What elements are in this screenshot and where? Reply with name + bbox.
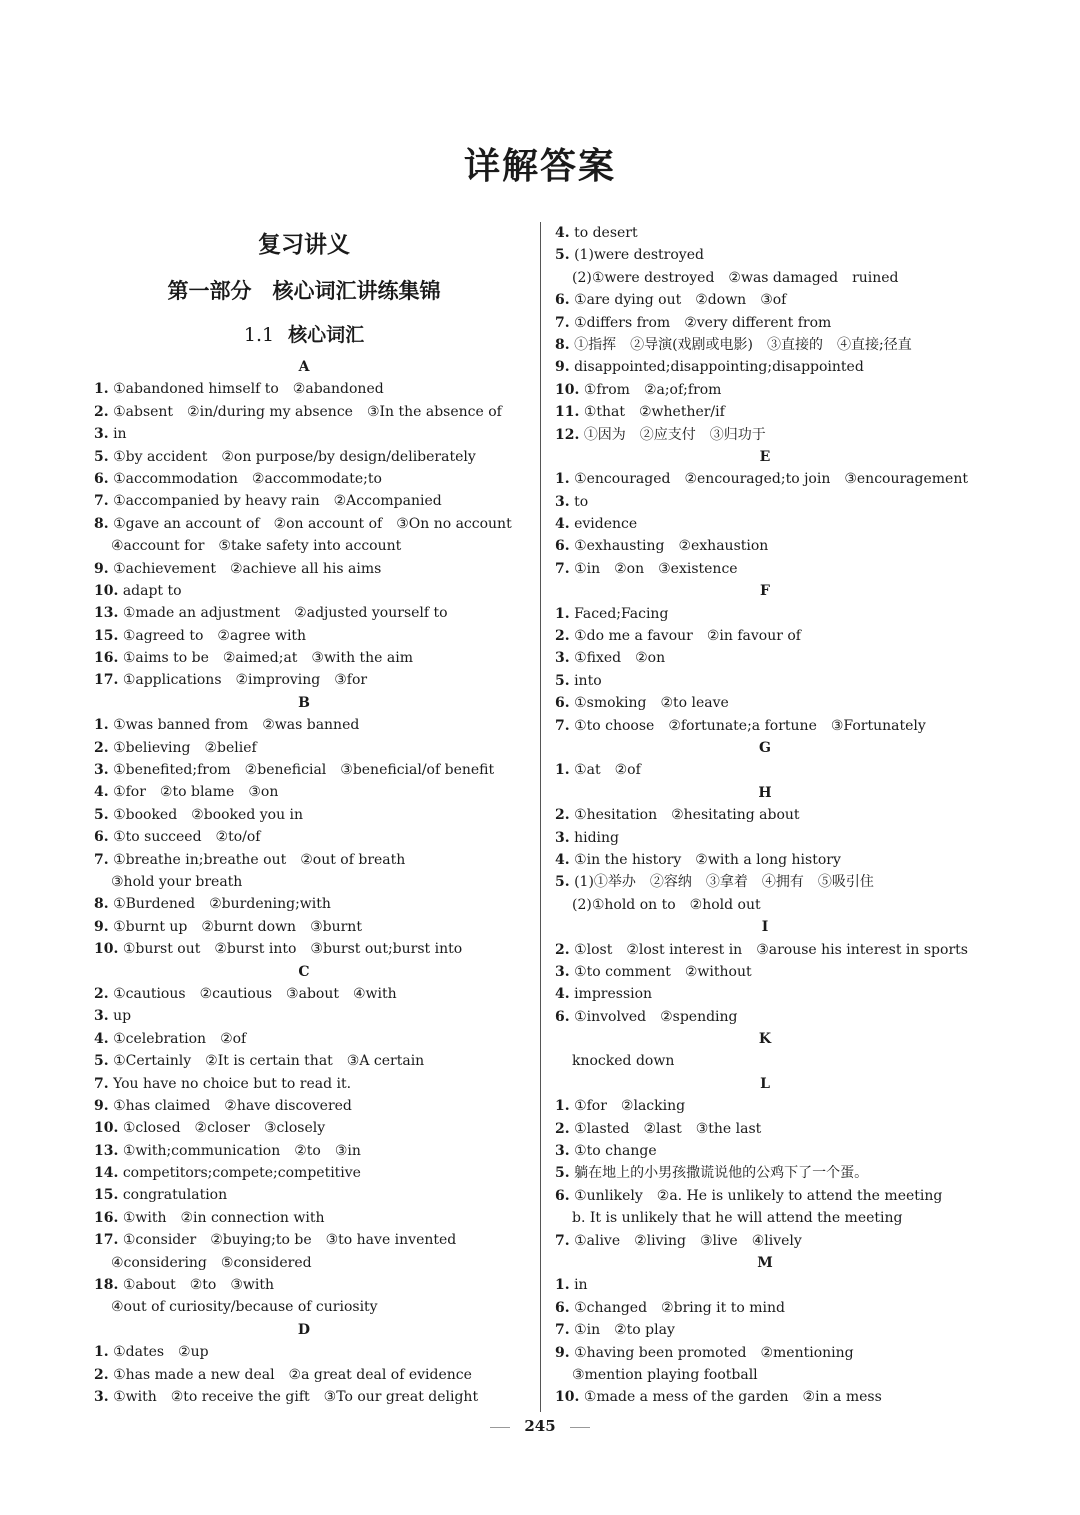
answer-text: ①booked ②booked you in [113,806,304,823]
answer-line [94,647,514,669]
answer-line [94,1073,514,1095]
answer-text: ①cautious ②cautious ③about ④with [113,985,397,1002]
answer-text: ①made a mess of the garden ②in a mess [583,1389,882,1406]
answer-line [94,759,514,781]
answer-text: in [574,1277,588,1294]
part-heading: 第一部分 核心词汇讲练集锦 [167,278,441,303]
answer-line [94,1140,514,1162]
answer-text: ①to comment ②without [574,963,752,980]
letter-heading: D [297,1321,311,1338]
answer-text: ①believing ②belief [113,739,257,756]
answer-line [555,939,975,961]
answer-number: 10. [94,582,119,599]
answer-text: ①are dying out ②down ③of [574,292,787,309]
answer-text: ①achievement ②achieve all his aims [113,560,382,577]
answer-line [555,1274,975,1296]
answer-line [555,289,975,311]
answer-text: ①breathe in;breathe out ②out of breath [113,851,406,868]
answer-number: 13. [94,1142,119,1159]
answer-text: ①with;communication ②to ③in [122,1142,361,1159]
answer-number: 1. [94,717,109,734]
answer-text: ①differs from ②very different from [574,314,832,331]
answer-text: to desert [574,225,638,241]
answer-number: 7. [555,1232,570,1249]
answer-text: disappointed;disappointing;disappointed [574,359,864,376]
answer-text: into [574,672,602,689]
answer-line [555,647,975,669]
answer-number: 5. [555,1165,570,1182]
answer-line [555,1297,975,1319]
answer-text: (1)were destroyed [574,247,704,264]
answer-line [94,490,514,512]
answer-number: 3. [94,1008,109,1025]
answer-line [94,602,514,624]
answer-number: 2. [94,739,109,756]
answer-number: 6. [555,538,570,555]
answer-continuation: ③mention playing football [572,1366,758,1383]
answer-number: 1. [94,1344,109,1361]
right-answer-column [555,222,975,1409]
answer-text: ①from ②a;of;from [583,381,722,398]
answer-number: 10. [94,941,119,958]
answer-number: 7. [555,560,570,577]
answer-line [555,535,975,557]
answer-text: ①celebration ②of [113,1030,247,1047]
answer-number: 16. [94,1209,119,1226]
answer-line [94,401,514,423]
answer-number: 10. [555,381,580,398]
answer-line [94,1207,514,1229]
answer-line [555,513,975,535]
answer-number: 1. [94,381,109,398]
answer-number: 2. [555,1120,570,1137]
answer-line [94,983,514,1005]
answer-line [555,1185,975,1207]
answer-continuation: (2)①were destroyed ②was damaged ruined [572,269,899,286]
answer-number: 4. [94,1030,109,1047]
answer-number: 8. [94,515,109,532]
answer-number: 8. [555,336,570,353]
answer-number: 7. [555,717,570,734]
answer-line [94,1162,514,1184]
answer-number: 6. [555,292,570,309]
answer-number: 15. [94,627,119,644]
answer-line [94,468,514,490]
answer-number: 2. [555,628,570,645]
answer-number: 4. [555,986,570,1003]
answer-text: ①in ②on ③existence [574,560,738,577]
answer-number: 13. [94,605,119,622]
answer-line [94,938,514,960]
answer-number: 2. [555,807,570,824]
answer-number: 7. [94,1075,109,1092]
answer-number: 5. [94,806,109,823]
answer-line [94,714,514,736]
answer-number: 6. [94,829,109,846]
subsection-title: 核心词汇 [288,324,365,346]
answer-line [555,961,975,983]
answer-number: 11. [555,404,580,421]
answer-number: 2. [94,985,109,1002]
answer-line [555,1342,975,1364]
answer-number: 6. [555,1187,570,1204]
answer-text: ①因为 ②应支付 ③归功于 [583,426,766,443]
answer-text: ①accompanied by heavy rain ②Accompanied [113,493,442,510]
answer-number: 8. [94,896,109,913]
answer-text: to [574,493,589,510]
answer-line [94,513,514,535]
answer-text: ①exhausting ②exhaustion [574,538,769,555]
answer-number: 9. [94,560,109,577]
answer-number: 5. [94,1053,109,1070]
answer-number: 2. [555,941,570,958]
answer-continuation: ④account for ⑤take safety into account [111,538,402,555]
answer-text: ①burnt up ②burnt down ③burnt [113,918,362,935]
answer-text: ①aims to be ②aimed;at ③with the aim [122,650,414,667]
answer-line [94,1050,514,1072]
page-number: 245 [0,1417,1080,1435]
answer-line [94,1341,514,1363]
answer-text: up [113,1008,132,1025]
answer-text: ①benefited;from ②beneficial ③beneficial/of benefit [113,762,495,779]
answer-number: 16. [94,650,119,667]
answer-continuation: knocked down [572,1053,675,1070]
answer-line [94,423,514,445]
answer-text: ①fixed ②on [574,650,666,667]
answer-line [555,424,975,446]
answer-text: ①for ②to blame ③on [113,784,279,801]
answer-text: ①in ②to play [574,1322,675,1339]
answer-line [555,1118,975,1140]
answer-continuation: ③hold your breath [111,873,243,890]
answer-number: 7. [94,851,109,868]
answer-number: 3. [555,963,570,980]
answer-text: ①with ②to receive the gift ③To our great delight [113,1388,479,1405]
answer-line [94,1117,514,1139]
answer-number: 17. [94,672,119,689]
answer-text: evidence [574,516,638,533]
answer-number: 1. [555,471,570,488]
answer-line [94,378,514,400]
answer-text: ①encouraged ②encouraged;to join ③encouragement [574,471,968,488]
answer-number: 9. [555,1344,570,1361]
answer-line [555,401,975,423]
answer-line [94,804,514,826]
answer-text: hiding [574,829,619,846]
answer-line [555,871,975,893]
answer-line [555,379,975,401]
answer-continuation: (2)①hold on to ②hold out [572,896,761,913]
answer-continuation: ④considering ⑤considered [111,1254,312,1271]
answer-number: 1. [555,1277,570,1294]
answer-text: ①about ②to ③with [122,1277,275,1294]
answer-text: ①at ②of [574,762,641,779]
letter-heading: L [760,1075,770,1092]
answer-text: ①Burdened ②burdening;with [113,896,331,913]
answer-number: 2. [94,403,109,420]
answer-text: ①by accident ②on purpose/by design/deliberately [113,448,476,465]
subsection-number: 1.1 [243,324,275,346]
answer-line [94,1028,514,1050]
answer-text: ①Certainly ②It is certain that ③A certain [113,1053,425,1070]
answer-number: 6. [555,695,570,712]
answer-number: 3. [555,650,570,667]
answer-line [94,849,514,871]
answer-text: ①was banned from ②was banned [113,717,360,734]
answer-text: ①for ②lacking [574,1098,686,1115]
answer-line [94,826,514,848]
answer-text: ①to change [574,1143,657,1160]
answer-text: ①agreed to ②agree with [122,627,307,644]
answer-line [555,468,975,490]
answer-text: ①that ②whether/if [583,404,725,421]
answer-line [555,827,975,849]
answer-line [555,715,975,737]
answer-line [94,1364,514,1386]
answer-text: (1)①举办 ②容纳 ③拿着 ④拥有 ⑤吸引住 [574,874,874,891]
left-answer-column [94,222,514,1408]
letter-heading: A [298,359,310,375]
answer-line [555,1006,975,1028]
letter-heading: E [759,448,771,465]
page-title: 详解答案 [463,145,616,187]
answer-continuation: ④out of curiosity/because of curiosity [111,1299,378,1316]
answer-text: Faced;Facing [574,605,669,622]
answer-line [555,603,975,625]
answer-line [555,983,975,1005]
answer-line [94,1229,514,1251]
subsection-heading [94,314,514,356]
answer-number: 4. [555,516,570,533]
letter-heading: B [298,694,310,711]
answer-line [94,446,514,468]
answer-text: ①lasted ②last ③the last [574,1120,762,1137]
answer-text: ①gave an account of ②on account of ③On no account [113,515,512,532]
answer-text: ①applications ②improving ③for [122,672,368,689]
answer-text: ①abandoned himself to ②abandoned [113,381,384,398]
answer-number: 1. [555,605,570,622]
answer-text: ①involved ②spending [574,1008,738,1025]
answer-line [94,781,514,803]
answer-number: 5. [555,672,570,689]
answer-line [555,1386,975,1408]
answer-number: 1. [555,1098,570,1115]
answer-line [94,1386,514,1408]
answer-line [94,916,514,938]
answer-line [555,849,975,871]
answer-text: ①dates ②up [113,1344,209,1361]
answer-text: ①with ②in connection with [122,1209,325,1226]
answer-text: 躺在地上的小男孩撒谎说他的公鸡下了一个蛋。 [574,1165,869,1182]
answer-line [555,312,975,334]
answer-text: ①smoking ②to leave [574,695,729,712]
answer-line [555,692,975,714]
answer-text: ①has claimed ②have discovered [113,1097,352,1114]
answer-number: 9. [94,918,109,935]
answer-line [555,244,975,266]
answer-line [555,1095,975,1117]
answer-line [555,356,975,378]
answer-line [555,670,975,692]
answer-line [94,737,514,759]
answer-text: ①has made a new deal ②a great deal of evidence [113,1366,472,1383]
answer-line [555,1140,975,1162]
answer-text: congratulation [122,1187,228,1204]
answer-line [94,558,514,580]
answer-number: 9. [555,359,570,376]
answer-number: 5. [94,448,109,465]
answer-line [94,1274,514,1296]
answer-number: 2. [94,1366,109,1383]
answer-number: 7. [555,314,570,331]
answer-text: ①closed ②closer ③closely [122,1120,326,1137]
answer-text: ①lost ②lost interest in ③arouse his interest in sports [574,941,968,958]
answer-text: ①made an adjustment ②adjusted yourself to [122,605,448,622]
answer-text: competitors;compete;competitive [122,1165,361,1182]
answer-number: 12. [555,426,580,443]
answer-number: 6. [555,1299,570,1316]
answer-text: ①hesitation ②hesitating about [574,807,800,824]
answer-line [94,669,514,691]
answer-number: 3. [555,1143,570,1160]
answer-text: ①unlikely ②a. He is unlikely to attend the meeting [574,1187,943,1204]
answer-number: 15. [94,1187,119,1204]
letter-heading: C [298,963,310,980]
answer-number: 4. [94,784,109,801]
answer-number: 10. [555,1389,580,1406]
answer-number: 14. [94,1165,119,1182]
answer-line [94,625,514,647]
letter-heading: G [759,739,771,756]
answer-line [94,580,514,602]
letter-heading: I [761,919,769,936]
answer-number: 6. [94,470,109,487]
answer-number: 17. [94,1232,119,1249]
answer-number: 9. [94,1097,109,1114]
answer-line [94,893,514,915]
answer-line [94,1005,514,1027]
answer-number: 4. [555,851,570,868]
section-heading: 复习讲义 [258,231,350,258]
answer-number: 6. [555,1008,570,1025]
answer-line [555,804,975,826]
answer-line [555,1162,975,1184]
answer-text: ①absent ②in/during my absence ③In the absence of [113,403,502,420]
answer-number: 5. [555,874,570,891]
answer-number: 10. [94,1120,119,1137]
answer-number: 7. [555,1322,570,1339]
answer-text: ①changed ②bring it to mind [574,1299,785,1316]
answer-line [555,334,975,356]
answer-number: 7. [94,493,109,510]
answer-text: ①alive ②living ③live ④lively [574,1232,802,1249]
answer-text: ①指挥 ②导演(戏剧或电影) ③直接的 ④直接;径直 [574,336,912,353]
answer-number: 3. [94,426,109,443]
answer-text: ①in the history ②with a long history [574,851,841,868]
answer-text: impression [574,986,653,1003]
answer-line [555,625,975,647]
answer-line [555,222,975,244]
answer-continuation: b. It is unlikely that he will attend the meeting [572,1210,903,1227]
answer-line [94,1184,514,1206]
answer-text: ①burst out ②burst into ③burst out;burst into [122,941,463,958]
answer-number: 3. [94,762,109,779]
letter-heading: H [758,784,772,801]
answer-number: 18. [94,1277,119,1294]
answer-number: 1. [555,762,570,779]
answer-line [94,1095,514,1117]
answer-number: 3. [555,829,570,846]
answer-line [555,1230,975,1252]
answer-text: adapt to [122,582,182,599]
answer-number: 4. [555,225,570,241]
answer-line [555,558,975,580]
column-divider [540,222,541,1412]
letter-heading: M [757,1254,773,1271]
answer-number: 5. [555,247,570,264]
answer-line [555,1319,975,1341]
answer-line [555,759,975,781]
answer-text: ①do me a favour ②in favour of [574,628,801,645]
letter-heading: F [760,583,770,600]
answer-number: 3. [555,493,570,510]
answer-text: ①to choose ②fortunate;a fortune ③Fortunately [574,717,926,734]
answer-text: ①accommodation ②accommodate;to [113,470,382,487]
answer-text: in [113,426,127,443]
letter-heading: K [758,1031,772,1048]
answer-text: You have no choice but to read it. [113,1075,352,1092]
answer-text: ①to succeed ②to/of [113,829,261,846]
answer-number: 3. [94,1388,109,1405]
answer-line [555,491,975,513]
answer-text: ①consider ②buying;to be ③to have invented [122,1232,457,1249]
answer-text: ①having been promoted ②mentioning [574,1344,854,1361]
